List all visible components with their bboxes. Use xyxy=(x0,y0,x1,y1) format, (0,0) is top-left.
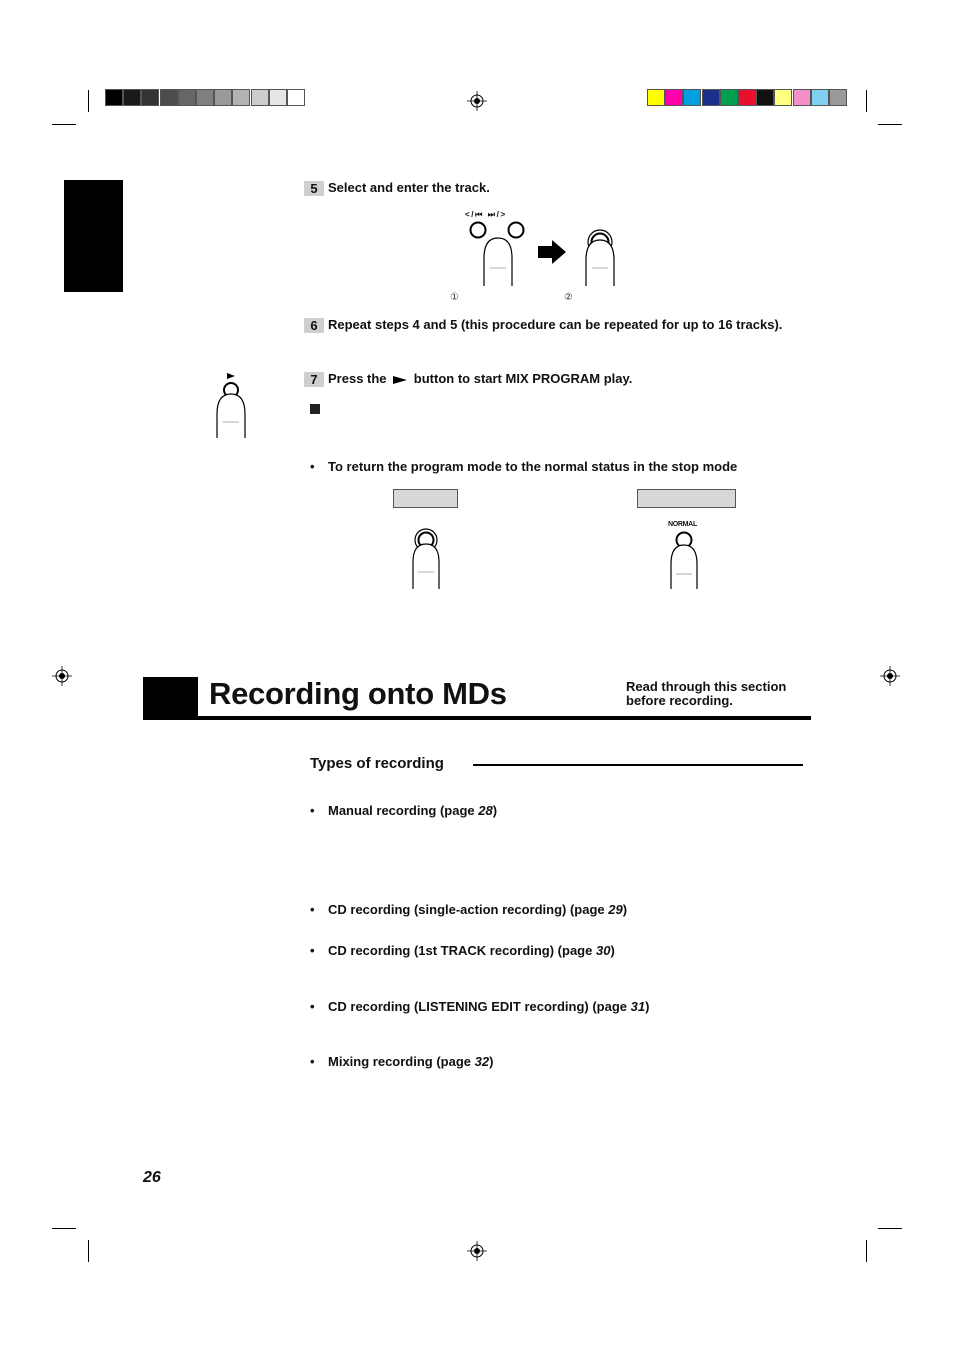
color-swatch xyxy=(829,89,847,106)
color-swatch xyxy=(141,89,159,106)
step-number: 7 xyxy=(304,372,324,387)
play-button-press-figure xyxy=(408,526,448,592)
return-note-text: To return the program mode to the normal status in the stop mode xyxy=(328,459,738,474)
page-ref: 32 xyxy=(474,1054,490,1069)
color-swatch xyxy=(665,89,683,106)
skip-buttons-label: < / ⏮ ⏭ / > xyxy=(465,210,505,219)
crop-mark xyxy=(52,124,76,125)
normal-button-figure xyxy=(666,530,706,592)
stop-square-icon xyxy=(310,404,320,414)
types-heading xyxy=(310,755,444,772)
marker-1: ① xyxy=(450,292,459,303)
return-note: • To return the program mode to the normal status in the stop mode xyxy=(310,459,738,474)
section-header-block xyxy=(143,677,198,720)
normal-label: NORMAL xyxy=(668,521,697,528)
step-text-before: Press the xyxy=(328,371,387,386)
registration-mark-icon xyxy=(52,666,72,686)
color-swatch xyxy=(793,89,811,106)
types-heading-rule xyxy=(473,764,803,766)
crop-mark xyxy=(866,90,867,112)
crop-mark xyxy=(878,124,902,125)
color-swatch xyxy=(232,89,250,106)
color-swatch xyxy=(178,89,196,106)
list-item: • CD recording (single-action recording) (page 29) xyxy=(310,902,628,917)
registration-mark-icon xyxy=(880,666,900,686)
color-swatch xyxy=(251,89,269,106)
crop-mark xyxy=(866,1240,867,1262)
section-note-line1: Read through this section xyxy=(626,679,787,694)
language-tab xyxy=(64,180,123,292)
list-item: • Mixing recording (page 32) xyxy=(310,1054,494,1069)
section-title: Recording onto MDs xyxy=(209,676,507,711)
page-ref: 29 xyxy=(608,902,623,917)
step-text xyxy=(328,372,632,386)
page-ref: 31 xyxy=(630,999,646,1014)
color-swatch xyxy=(105,89,123,106)
color-swatch xyxy=(196,89,214,106)
registration-mark-icon xyxy=(467,91,487,111)
display-panel xyxy=(637,489,736,508)
color-swatch xyxy=(702,89,720,106)
step-number: 5 xyxy=(304,181,324,196)
list-item: • CD recording (1st TRACK recording) (page 30) xyxy=(310,943,615,958)
color-swatch xyxy=(774,89,792,106)
color-swatch xyxy=(647,89,665,106)
marker-2: ② xyxy=(564,292,573,303)
display-panel xyxy=(393,489,458,508)
crop-mark xyxy=(52,1228,76,1229)
color-swatch xyxy=(214,89,232,106)
crop-mark xyxy=(88,1240,89,1262)
section-note xyxy=(626,680,786,708)
color-swatch xyxy=(287,89,305,106)
color-swatch xyxy=(756,89,774,106)
color-swatch xyxy=(123,89,141,106)
play-button-figure xyxy=(212,370,252,442)
section-note-line2: before recording. xyxy=(626,693,733,708)
crop-mark xyxy=(88,90,89,112)
step-number: 6 xyxy=(304,318,324,333)
color-swatch xyxy=(811,89,829,106)
color-swatch xyxy=(269,89,287,106)
color-swatch xyxy=(683,89,701,106)
play-icon xyxy=(392,375,408,385)
list-item: • CD recording (LISTENING EDIT recording) (page 31) xyxy=(310,999,650,1014)
step-text: Select and enter the track. xyxy=(328,180,490,195)
page-ref: 30 xyxy=(595,943,611,958)
page-number: 26 xyxy=(143,1169,161,1186)
step-text: Repeat steps 4 and 5 (this procedure can be repeated for up to 16 tracks). xyxy=(328,317,783,332)
registration-mark-icon xyxy=(467,1241,487,1261)
crop-mark xyxy=(878,1228,902,1229)
types-heading-text: Types of recording xyxy=(310,755,444,772)
color-swatch xyxy=(160,89,178,106)
page-ref: 28 xyxy=(478,803,493,818)
step-text-after: button to start MIX PROGRAM play. xyxy=(413,371,633,386)
color-swatch xyxy=(720,89,738,106)
color-swatch xyxy=(738,89,756,106)
list-item: • Manual recording (page 28) xyxy=(310,803,498,818)
section-rule xyxy=(143,716,811,720)
button-press-figure xyxy=(460,218,630,290)
